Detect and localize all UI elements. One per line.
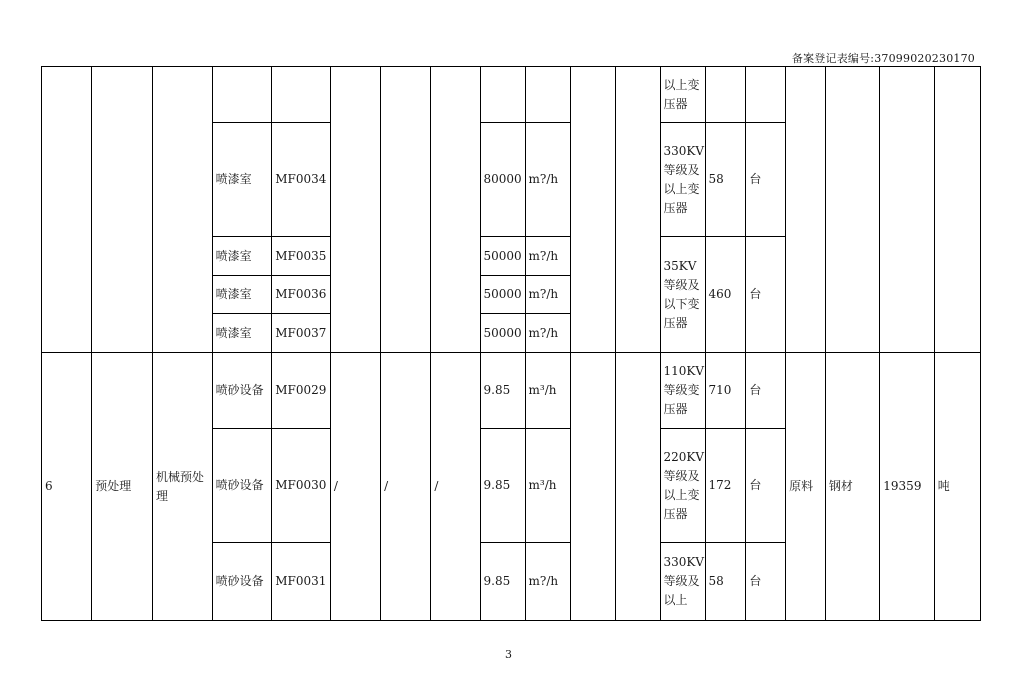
material-name-cell: 钢材 <box>825 353 879 621</box>
equipment-table <box>41 66 981 621</box>
capacity-cell: 460 <box>705 237 746 353</box>
cell <box>880 67 934 353</box>
unit-cell: m³/h <box>525 429 570 543</box>
value-cell: 80000 <box>480 123 525 237</box>
equipment-code-cell: MF0029 <box>272 353 331 429</box>
equipment-code-cell: MF0031 <box>272 543 331 621</box>
equipment-name-cell: 喷漆室 <box>212 314 272 353</box>
material-type-cell: 原料 <box>786 353 826 621</box>
cell <box>934 67 980 353</box>
slash-cell: / <box>381 353 431 621</box>
cell <box>330 67 380 353</box>
cell <box>152 67 212 353</box>
cell <box>381 67 431 353</box>
cell <box>525 67 570 123</box>
sub-process-cell: 机械预处理 <box>152 353 212 621</box>
capacity-unit-cell: 台 <box>746 123 786 237</box>
table-row <box>42 67 981 123</box>
index-cell: 6 <box>42 353 92 621</box>
cell <box>92 67 153 353</box>
equipment-name-cell: 喷砂设备 <box>212 543 272 621</box>
cell <box>570 67 615 353</box>
equipment-name-cell: 喷漆室 <box>212 276 272 314</box>
equipment-code-cell: MF0036 <box>272 276 331 314</box>
unit-cell: m?/h <box>525 276 570 314</box>
equipment-name-cell: 喷漆室 <box>212 237 272 276</box>
capacity-type-cell: 220KV等级及以上变压器 <box>660 429 705 543</box>
equipment-name-cell: 喷砂设备 <box>212 429 272 543</box>
capacity-unit-cell: 台 <box>746 237 786 353</box>
capacity-cell: 58 <box>705 123 746 237</box>
cell <box>615 67 660 353</box>
capacity-type-cell: 330KV等级及以上变压器 <box>660 123 705 237</box>
page-number: 3 <box>505 648 512 661</box>
capacity-cell: 710 <box>705 353 746 429</box>
value-cell: 9.85 <box>480 543 525 621</box>
capacity-cell: 58 <box>705 543 746 621</box>
unit-cell: m³/h <box>525 353 570 429</box>
equipment-name-cell: 喷砂设备 <box>212 353 272 429</box>
capacity-cell: 172 <box>705 429 746 543</box>
equipment-code-cell: MF0037 <box>272 314 331 353</box>
cell <box>746 67 786 123</box>
capacity-unit-cell: 台 <box>746 543 786 621</box>
equipment-code-cell: MF0030 <box>272 429 331 543</box>
capacity-type-cell: 35KV等级及以下变压器 <box>660 237 705 353</box>
value-cell: 9.85 <box>480 429 525 543</box>
cell <box>431 67 480 353</box>
capacity-unit-cell: 台 <box>746 429 786 543</box>
equipment-code-cell: MF0035 <box>272 237 331 276</box>
capacity-type-cell: 110KV等级变压器 <box>660 353 705 429</box>
process-cell: 预处理 <box>92 353 153 621</box>
unit-cell: m?/h <box>525 314 570 353</box>
cell <box>42 67 92 353</box>
amount-cell: 19359 <box>880 353 934 621</box>
table-row <box>42 353 981 429</box>
cell <box>705 67 746 123</box>
value-cell: 50000 <box>480 314 525 353</box>
cell <box>786 67 826 353</box>
cell <box>480 67 525 123</box>
cell <box>212 67 272 123</box>
value-cell: 9.85 <box>480 353 525 429</box>
slash-cell: / <box>330 353 380 621</box>
unit-cell: m?/h <box>525 237 570 276</box>
value-cell: 50000 <box>480 237 525 276</box>
slash-cell: / <box>431 353 480 621</box>
equipment-code-cell: MF0034 <box>272 123 331 237</box>
equipment-name-cell: 喷漆室 <box>212 123 272 237</box>
capacity-unit-cell: 台 <box>746 353 786 429</box>
cell <box>272 67 331 123</box>
unit-cell: m?/h <box>525 543 570 621</box>
capacity-type-cell: 以上变压器 <box>660 67 705 123</box>
cell <box>615 353 660 621</box>
value-cell: 50000 <box>480 276 525 314</box>
record-number: 备案登记表编号:37099020230170 <box>791 52 975 65</box>
capacity-type-cell: 330KV等级及以上 <box>660 543 705 621</box>
cell <box>825 67 879 353</box>
cell <box>570 353 615 621</box>
unit-cell: m?/h <box>525 123 570 237</box>
amount-unit-cell: 吨 <box>934 353 980 621</box>
